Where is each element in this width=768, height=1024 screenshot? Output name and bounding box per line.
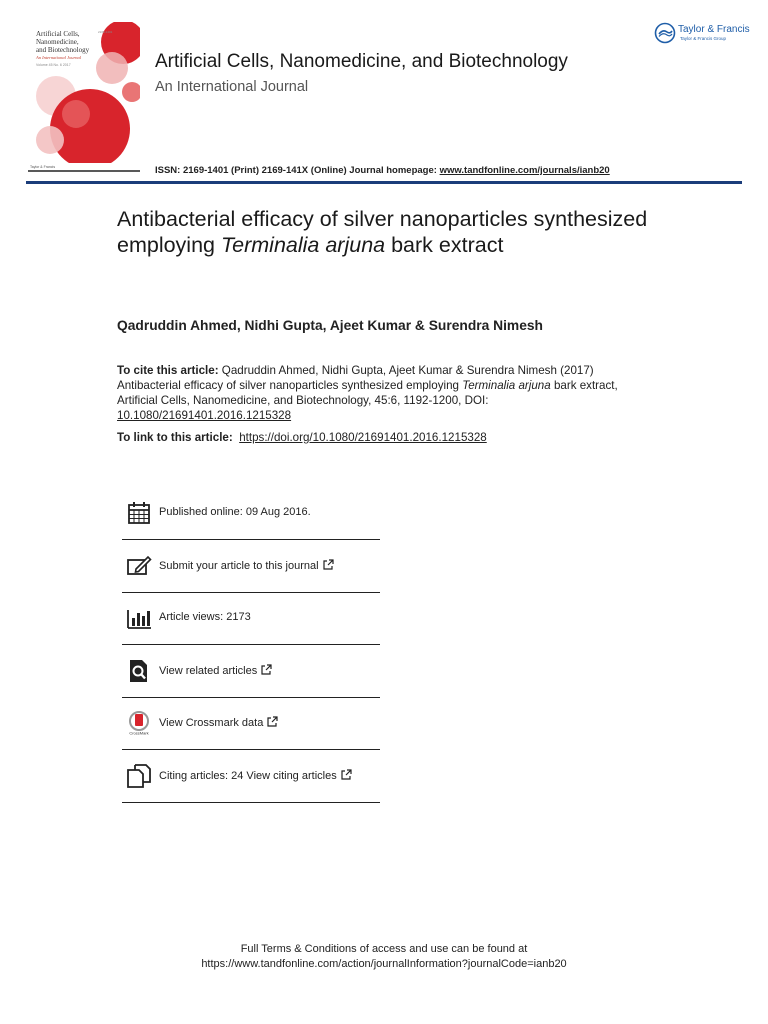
- terms-text: Full Terms & Conditions of access and use can be found at: [240, 943, 528, 955]
- cover-issn: 2169-1401: [98, 30, 113, 34]
- external-link-icon: [341, 769, 352, 780]
- submit-article-row[interactable]: [122, 540, 380, 593]
- external-link-icon: [323, 559, 334, 570]
- external-link-icon: [267, 716, 278, 727]
- bar-chart-icon: [126, 606, 152, 630]
- citing-articles-row[interactable]: [122, 750, 380, 803]
- edit-pencil-icon: [126, 554, 152, 578]
- published-online-row: [122, 487, 380, 540]
- journal-cover-image: [28, 22, 140, 172]
- publisher-logo[interactable]: [654, 22, 749, 46]
- external-link-icon: [261, 664, 272, 675]
- article-link-line: [117, 431, 487, 444]
- crossmark-link[interactable]: View Crossmark data: [159, 716, 278, 729]
- related-articles-row[interactable]: [122, 645, 380, 698]
- published-online-text: Published online: 09 Aug 2016.: [159, 506, 311, 518]
- article-doi-link[interactable]: https://doi.org/10.1080/21691401.2016.1215328: [239, 431, 487, 444]
- citing-articles-link[interactable]: Citing articles: 24 View citing articles: [159, 769, 352, 782]
- cover-publisher: Taylor & Francis: [30, 165, 56, 169]
- citation-block: To cite this article: Qadruddin Ahmed, Nidhi Gupta, Ajeet Kumar & Surendra Nimesh (2017) Antibacterial efficacy of silver nanoparticles synthesized employing Terminalia arjuna bark extract, Artificial Cells, Nanomedicine, and Biotechnology, 45:6, 1192-1200, DOI: 10.1080/21691401.2016.1215328: [117, 364, 618, 422]
- header-divider: [26, 181, 742, 184]
- cover-subtitle: An International Journal: [36, 55, 81, 60]
- crossmark-icon-label: CrossMark: [129, 730, 149, 735]
- article-authors: Qadruddin Ahmed, Nidhi Gupta, Ajeet Kumar & Surendra Nimesh: [117, 318, 543, 333]
- terms-url-link[interactable]: https://www.tandfonline.com/action/journalInformation?journalCode=ianb20: [201, 958, 567, 970]
- journal-subtitle: An International Journal: [155, 79, 309, 95]
- publisher-name: Taylor & Francis: [678, 24, 750, 35]
- cover-issue: Volume 45 No. 6 2017: [36, 63, 71, 67]
- journal-title: Artificial Cells, Nanomedicine, and Biotechnology: [155, 51, 568, 72]
- issn-line: ISSN: 2169-1401 (Print) 2169-141X (Online) Journal homepage: www.tandfonline.com/journals/ianb20: [155, 165, 610, 176]
- citation-label: To cite this article:: [117, 364, 219, 377]
- related-articles-link[interactable]: View related articles: [159, 664, 272, 677]
- article-title: Antibacterial efficacy of silver nanoparticles synthesized employing Terminalia arjuna bark extract: [117, 207, 648, 257]
- article-views-text: Article views: 2173: [159, 611, 251, 623]
- submit-article-link[interactable]: Submit your article to this journal: [159, 559, 334, 572]
- crossmark-row[interactable]: [122, 697, 380, 750]
- calendar-icon: [126, 501, 152, 525]
- citing-documents-icon: [126, 764, 152, 788]
- journal-homepage-link[interactable]: www.tandfonline.com/journals/ianb20: [439, 165, 610, 176]
- publisher-group: Taylor & Francis Group: [680, 36, 727, 41]
- terms-footer: [0, 942, 768, 972]
- cover-title: Artificial Cells, Nanomedicine, and Biotechnology: [36, 30, 90, 54]
- link-label: To link to this article:: [117, 431, 233, 444]
- taylor-francis-logo-icon: [654, 22, 676, 44]
- citation-doi-link[interactable]: 10.1080/21691401.2016.1215328: [117, 409, 292, 422]
- crossmark-icon: [126, 711, 152, 735]
- article-views-row: [122, 592, 380, 645]
- document-search-icon: [126, 659, 152, 683]
